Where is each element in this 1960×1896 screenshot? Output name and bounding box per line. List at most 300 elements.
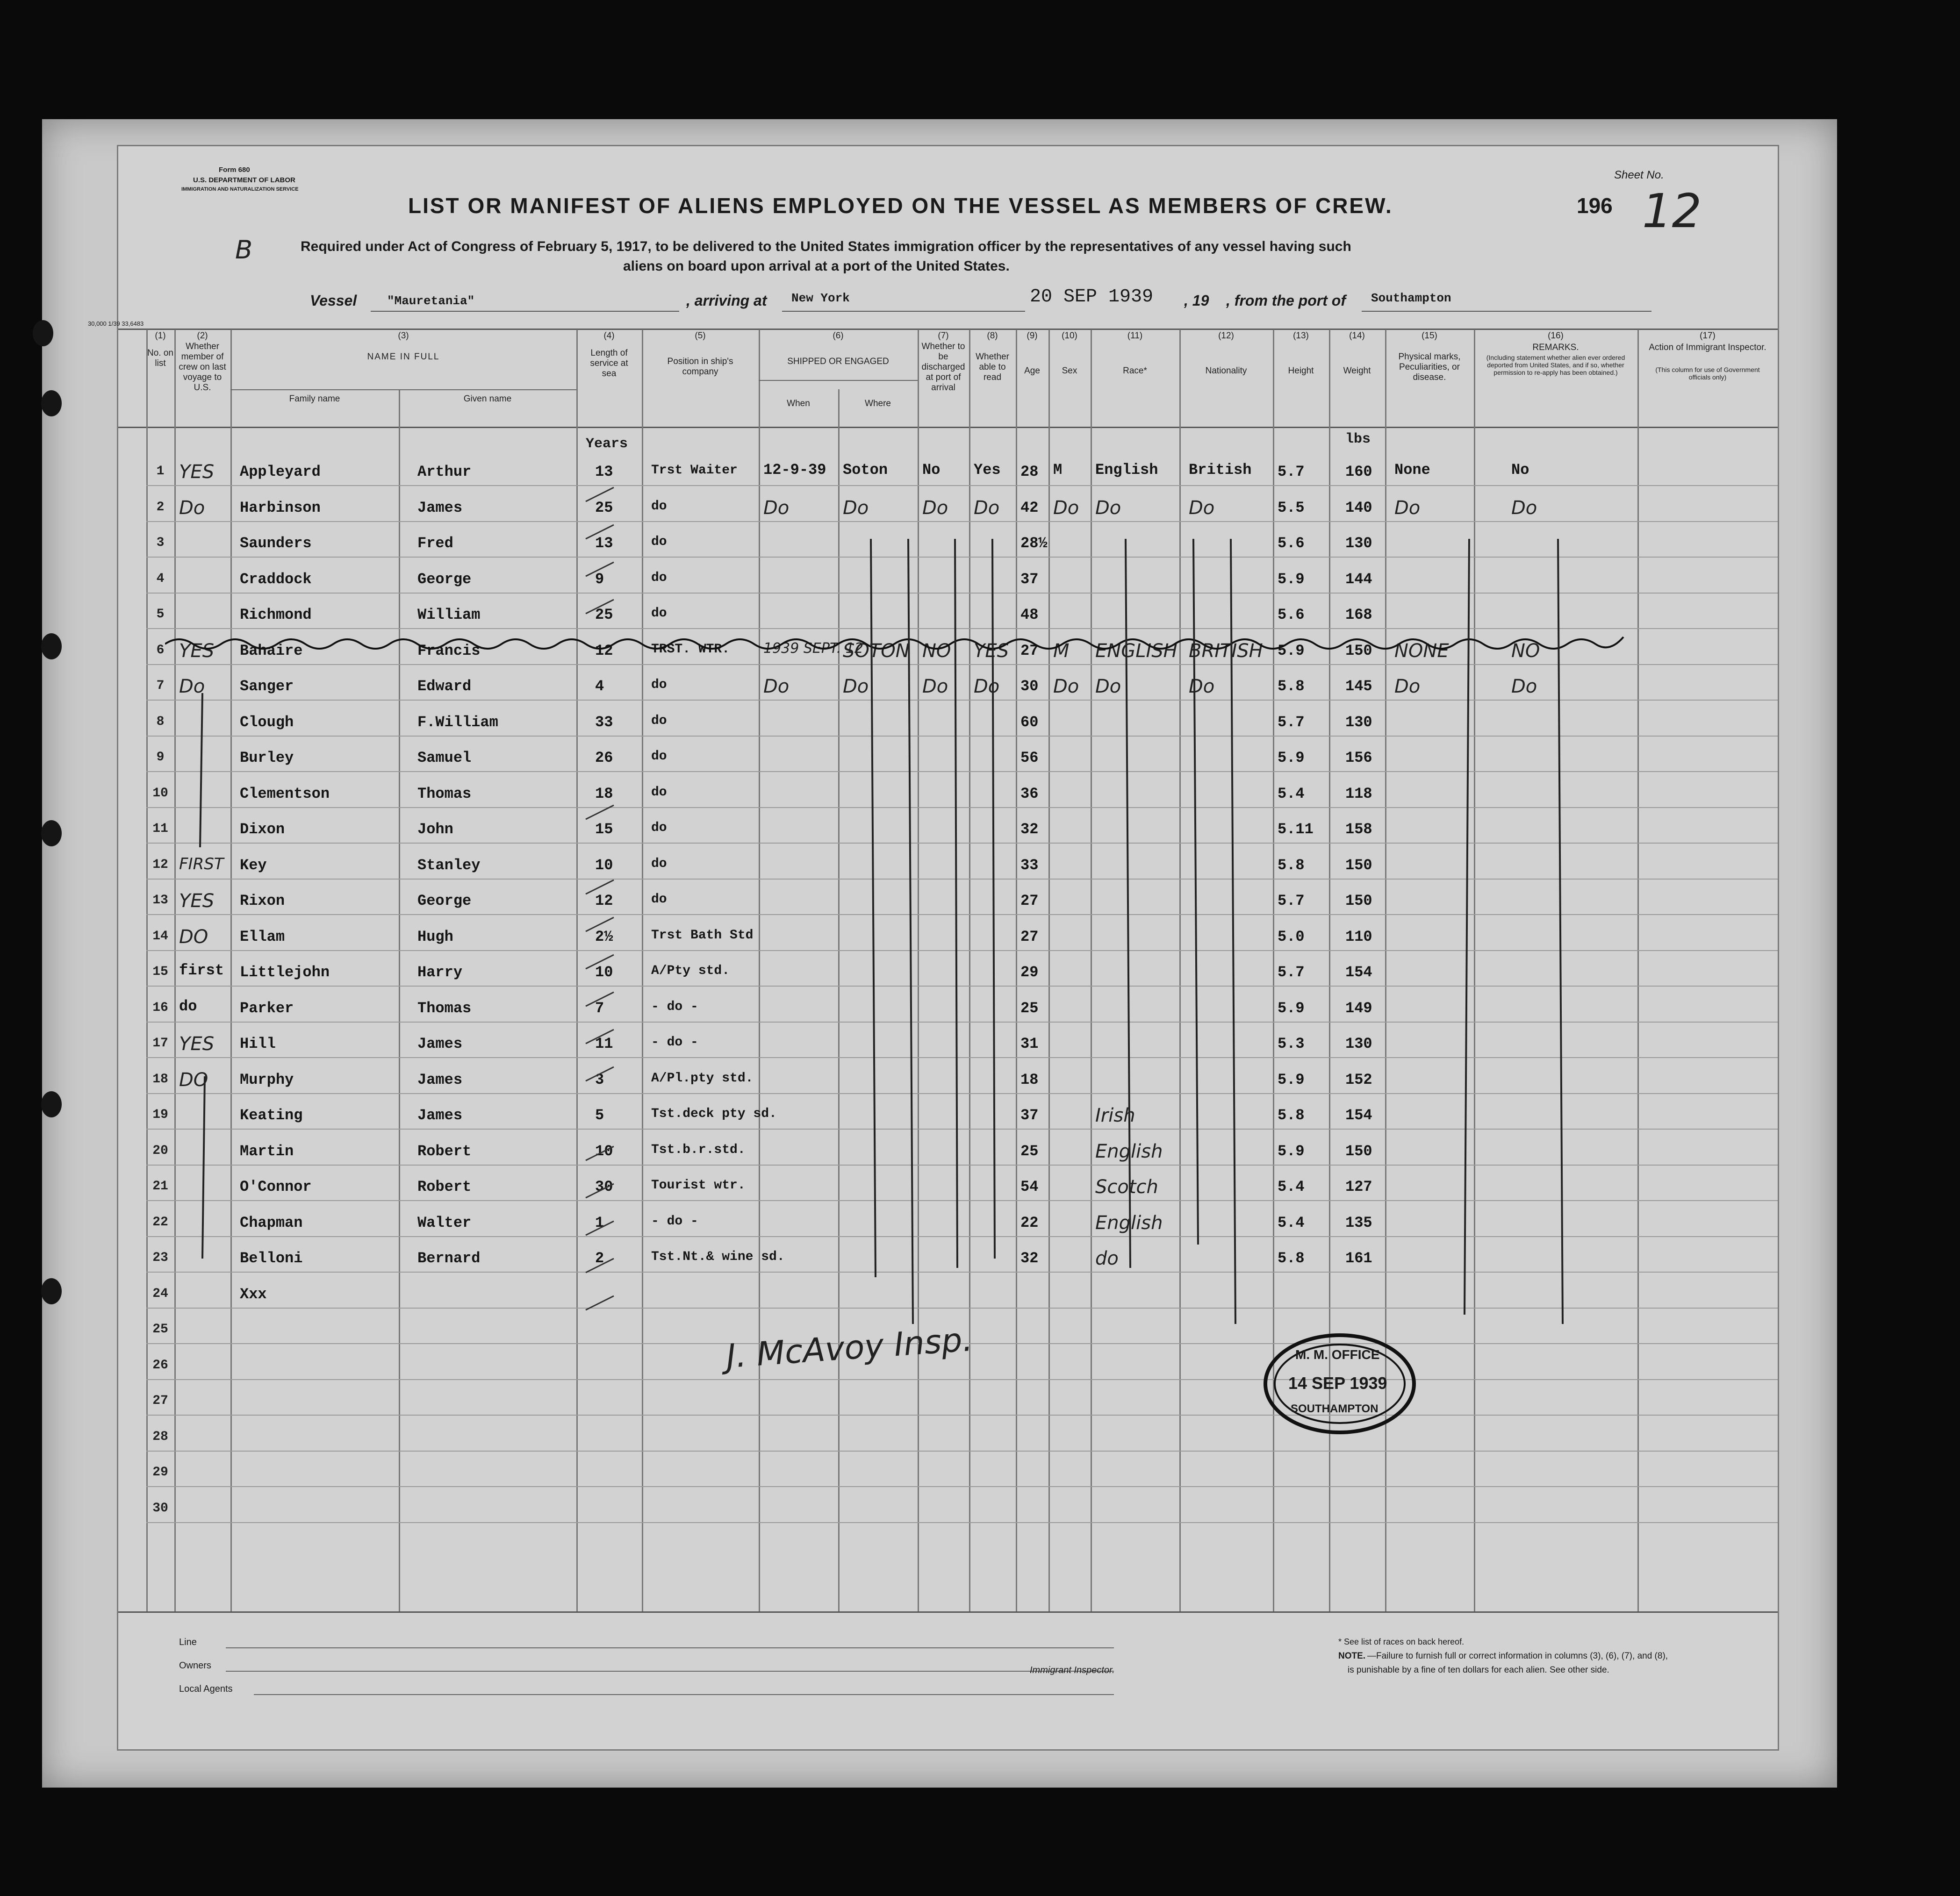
row-number: 17 (152, 1036, 168, 1051)
cell-height: 5.4 (1278, 1214, 1305, 1231)
cell-service: 26 (595, 749, 613, 766)
col6-num: (6) (833, 331, 844, 341)
cell-height: 5.9 (1278, 1142, 1305, 1160)
form-subtitle-1: Required under Act of Congress of February 5, 1917, to be delivered to the United States immigration officer by the representatives of any vessel having such (301, 239, 1351, 254)
row-number: 12 (152, 857, 168, 872)
footer-agents: Local Agents (179, 1684, 233, 1694)
cell-given: Hugh (417, 928, 453, 945)
cell-family: Keating (240, 1107, 303, 1124)
row-number: 13 (152, 893, 168, 908)
col16-num: (16) (1548, 331, 1564, 341)
cell-crew: first (179, 962, 224, 979)
row-number: 30 (152, 1501, 168, 1516)
cell-race: ENGLISH (1095, 640, 1177, 662)
row-number: 24 (152, 1286, 168, 1301)
col4-num: (4) (603, 331, 615, 341)
cell-service: 10 (595, 964, 613, 981)
cell-height: 5.4 (1278, 1178, 1305, 1195)
col6-where: Where (865, 399, 891, 408)
cell-family: Littlejohn (240, 964, 330, 981)
cell-race: Do (1095, 676, 1121, 697)
cell-given: James (417, 1107, 463, 1124)
col17-num: (17) (1700, 331, 1716, 341)
col9-num: (9) (1027, 331, 1038, 341)
margin-mark-12: 12 (1642, 184, 1702, 238)
col12-num: (12) (1218, 331, 1234, 341)
col7-label: Whether to be discharged at port of arrival (921, 342, 965, 393)
col4-label: Length of service at sea (590, 348, 628, 379)
cell-given: Thomas (417, 999, 472, 1017)
cell-service: 7 (595, 999, 604, 1017)
cell-remarks: NO (1511, 640, 1540, 662)
cell-height: 5.0 (1278, 928, 1305, 945)
cell-height: 5.8 (1278, 1107, 1305, 1124)
cell-position: do (651, 570, 667, 585)
cell-where: Do (843, 497, 869, 519)
row-number: 25 (152, 1322, 168, 1337)
cell-weight: 127 (1345, 1178, 1372, 1195)
cell-age: 27 (1020, 642, 1039, 659)
cell-weight: 140 (1345, 499, 1372, 516)
cell-height: 5.11 (1278, 821, 1314, 838)
col6-when: When (787, 399, 810, 408)
binder-hole (33, 320, 53, 346)
cell-service: 18 (595, 785, 613, 802)
print-code: 30,000 1/39 33,6483 (88, 320, 144, 327)
cell-race: English (1095, 461, 1158, 479)
cell-given: John (417, 821, 453, 838)
row-number: 27 (152, 1394, 168, 1408)
years-unit: Years (586, 436, 628, 452)
row-number: 11 (152, 822, 168, 836)
col5-label: Position in ship's company (667, 357, 733, 377)
cell-height: 5.7 (1278, 892, 1305, 909)
cell-position: do (651, 535, 667, 549)
cell-race: Do (1095, 497, 1121, 519)
cell-height: 5.8 (1278, 678, 1305, 695)
cell-height: 5.4 (1278, 785, 1305, 802)
binder-hole (41, 633, 62, 659)
cell-weight: 135 (1345, 1214, 1372, 1231)
cell-age: 60 (1020, 713, 1039, 731)
col3-family: Family name (289, 394, 340, 404)
cell-service: 4 (595, 678, 604, 695)
manifest-sheet (42, 119, 1837, 1788)
cell-position: do (651, 606, 667, 621)
cell-weight: 130 (1345, 1035, 1372, 1052)
cell-crew: YES (179, 640, 215, 662)
cell-family: Clough (240, 713, 294, 731)
col10-num: (10) (1062, 331, 1077, 341)
cell-sex: Do (1053, 676, 1079, 697)
year-suffix: , 19 (1184, 292, 1209, 309)
cell-given: Thomas (417, 785, 472, 802)
cell-discharged: NO (922, 640, 951, 662)
cell-age: 37 (1020, 570, 1039, 588)
cell-position: - do - (651, 999, 698, 1014)
cell-given: Bernard (417, 1250, 481, 1267)
col16-label: REMARKS. (1532, 343, 1579, 352)
vessel-label: Vessel (310, 292, 357, 309)
col17-sub: (This column for use of Government officials only) (1655, 366, 1760, 381)
cell-given: James (417, 499, 463, 516)
cell-service: 30 (595, 1178, 613, 1195)
cell-given: James (417, 1035, 463, 1052)
col2-label: Whether member of crew on last voyage to U.S. (179, 342, 226, 393)
cell-given: Edward (417, 678, 472, 695)
cell-sex: M (1053, 640, 1070, 662)
cell-position: do (651, 785, 667, 800)
row-number: 20 (152, 1143, 168, 1158)
cell-given: Walter (417, 1214, 472, 1231)
cell-age: 36 (1020, 785, 1039, 802)
cell-nationality: Do (1189, 497, 1215, 519)
sheet-number-label: Sheet No. (1614, 169, 1664, 181)
cell-position: Tourist wtr. (651, 1178, 746, 1193)
cell-crew: Do (179, 497, 205, 519)
binder-hole (41, 390, 62, 416)
cell-age: 22 (1020, 1214, 1039, 1231)
cell-given: Francis (417, 642, 481, 659)
cell-weight: 130 (1345, 713, 1372, 731)
cell-race: do (1095, 1248, 1119, 1269)
stamp-date: 14 SEP 1939 (1288, 1374, 1387, 1393)
cell-height: 5.6 (1278, 535, 1305, 552)
cell-where: Soton (843, 461, 888, 479)
form-number: Form 680 (219, 166, 250, 174)
cell-family: O'Connor (240, 1178, 312, 1195)
cell-weight: 145 (1345, 678, 1372, 695)
col1-label: No. on list (147, 348, 173, 368)
cell-family: Xxx (240, 1285, 267, 1303)
row-number: 16 (152, 1000, 168, 1015)
cell-age: 42 (1020, 499, 1039, 516)
cell-service: 13 (595, 535, 613, 552)
cell-crew: Do (179, 676, 205, 697)
col3-label: NAME IN FULL (367, 352, 440, 362)
cell-weight: 150 (1345, 892, 1372, 909)
cell-crew: DO (179, 926, 208, 948)
cell-height: 5.9 (1278, 642, 1305, 659)
cell-where: Do (843, 676, 869, 697)
cell-position: do (651, 821, 667, 835)
cell-service: 3 (595, 1071, 604, 1088)
cell-height: 5.6 (1278, 606, 1305, 623)
cell-age: 30 (1020, 678, 1039, 695)
cell-position: do (651, 892, 667, 907)
cell-nationality: British (1189, 461, 1252, 479)
col15-num: (15) (1422, 331, 1437, 341)
cell-given: Stanley (417, 856, 481, 874)
col3-num: (3) (398, 331, 409, 341)
cell-weight: 110 (1345, 928, 1372, 945)
cell-given: Fred (417, 535, 453, 552)
cell-given: George (417, 892, 472, 909)
footer-note-2: is punishable by a fine of ten dollars for each alien. See other side. (1348, 1665, 1609, 1675)
cell-weight: 149 (1345, 999, 1372, 1017)
cell-weight: 168 (1345, 606, 1372, 623)
cell-height: 5.9 (1278, 1071, 1305, 1088)
cell-height: 5.7 (1278, 463, 1305, 480)
cell-age: 48 (1020, 606, 1039, 623)
row-number: 18 (152, 1072, 168, 1087)
lbs-unit: lbs (1345, 431, 1371, 447)
vessel-name: "Mauretania" (387, 294, 475, 308)
cell-service: 10 (595, 856, 613, 874)
col14-label: Weight (1343, 366, 1371, 376)
row-number: 19 (152, 1108, 168, 1122)
cell-race: English (1095, 1212, 1163, 1234)
stamp-top: M. M. OFFICE (1295, 1347, 1380, 1362)
cell-height: 5.8 (1278, 856, 1305, 874)
cell-age: 28½ (1020, 535, 1048, 552)
col1-num: (1) (155, 331, 166, 341)
cell-weight: 150 (1345, 1142, 1372, 1160)
cell-service: 25 (595, 499, 613, 516)
cell-age: 37 (1020, 1107, 1039, 1124)
cell-weight: 161 (1345, 1250, 1372, 1267)
cell-marks: Do (1394, 676, 1421, 697)
cell-service: 5 (595, 1107, 604, 1124)
cell-height: 5.3 (1278, 1035, 1305, 1052)
binder-hole (41, 820, 62, 846)
cell-weight: 160 (1345, 463, 1372, 480)
cell-race: Scotch (1095, 1176, 1158, 1198)
cell-family: Murphy (240, 1071, 294, 1088)
cell-given: James (417, 1071, 463, 1088)
col11-num: (11) (1127, 331, 1143, 341)
cell-given: Robert (417, 1142, 472, 1160)
col9-label: Age (1024, 366, 1040, 376)
cell-family: Burley (240, 749, 294, 766)
cell-marks: None (1394, 461, 1430, 479)
cell-remarks: No (1511, 461, 1529, 479)
col7-num: (7) (938, 331, 949, 341)
cell-given: Harry (417, 964, 463, 981)
cell-discharged: Do (922, 676, 948, 697)
cell-family: Parker (240, 999, 294, 1017)
col17-label: Action of Immigrant Inspector. (1649, 343, 1766, 352)
cell-position: - do - (651, 1214, 698, 1229)
footer-note-1: —Failure to furnish full or correct information in columns (3), (6), (7), and (8), (1367, 1651, 1668, 1661)
cell-position: do (651, 499, 667, 514)
footer-line: Line (179, 1637, 197, 1647)
cell-position: Tst.deck pty sd. (651, 1107, 777, 1121)
cell-height: 5.9 (1278, 570, 1305, 588)
col6-label: SHIPPED OR ENGAGED (787, 357, 889, 366)
cell-weight: 154 (1345, 964, 1372, 981)
cell-crew: YES (179, 1033, 215, 1055)
cell-crew: do (179, 997, 197, 1015)
row-number: 22 (152, 1215, 168, 1230)
cell-given: William (417, 606, 481, 623)
col15-label: Physical marks, Peculiarities, or disease. (1398, 352, 1461, 382)
cell-height: 5.8 (1278, 1250, 1305, 1267)
cell-when: 1939 SEPT. 12 (763, 640, 863, 657)
col16-sub: (Including statement whether alien ever ordered deported from United States, and if so, whether permission to re-apply has been obtained.) (1486, 354, 1625, 376)
cell-position: Trst Bath Std (651, 928, 754, 943)
col5-num: (5) (695, 331, 706, 341)
col10-label: Sex (1062, 366, 1077, 376)
cell-family: Key (240, 856, 267, 874)
arrival-date-stamp: 20 SEP 1939 (1030, 286, 1154, 308)
cell-service: 1 (595, 1214, 604, 1231)
cell-weight: 144 (1345, 570, 1372, 588)
cell-position: do (651, 713, 667, 728)
cell-crew: YES (179, 890, 215, 912)
col8-label: Whether able to read (976, 352, 1009, 382)
department: U.S. DEPARTMENT OF LABOR (193, 176, 295, 184)
col2-num: (2) (197, 331, 208, 341)
row-number: 28 (152, 1429, 168, 1444)
binder-hole (41, 1091, 62, 1117)
arriving-label: , arriving at (686, 292, 767, 309)
stamp-bottom: SOUTHAMPTON (1291, 1402, 1378, 1415)
cell-age: 28 (1020, 463, 1039, 480)
cell-position: Trst Waiter (651, 463, 738, 478)
cell-height: 5.9 (1278, 999, 1305, 1017)
cell-race: English (1095, 1140, 1163, 1162)
cell-family: Dixon (240, 821, 285, 838)
cell-service: 10 (595, 1142, 613, 1160)
cell-read: Do (974, 676, 1000, 697)
col13-label: Height (1288, 366, 1314, 376)
row-number: 14 (152, 929, 168, 944)
cell-service: 9 (595, 570, 604, 588)
from-port: Southampton (1371, 291, 1451, 305)
cell-weight: 118 (1345, 785, 1372, 802)
cell-marks: Do (1394, 497, 1421, 519)
cell-family: Clementson (240, 785, 330, 802)
cell-age: 27 (1020, 928, 1039, 945)
cell-family: Harbinson (240, 499, 321, 516)
cell-remarks: Do (1511, 676, 1537, 697)
cell-marks: NONE (1394, 640, 1449, 662)
cell-family: Ellam (240, 928, 285, 945)
col8-num: (8) (987, 331, 998, 341)
row-number: 4 (156, 571, 165, 586)
cell-service: 2 (595, 1250, 604, 1267)
form-title: LIST OR MANIFEST OF ALIENS EMPLOYED ON THE VESSEL AS MEMBERS OF CREW. (408, 193, 1393, 218)
row-number: 23 (152, 1251, 168, 1265)
cell-when: Do (763, 676, 790, 697)
col3-given: Given name (463, 394, 512, 404)
cell-age: 31 (1020, 1035, 1039, 1052)
cell-given: Samuel (417, 749, 472, 766)
cell-given: F.William (417, 713, 498, 731)
cell-given: Arthur (417, 463, 472, 480)
row-number: 8 (156, 714, 165, 729)
cell-family: Sanger (240, 678, 294, 695)
binder-hole (41, 1278, 62, 1304)
cell-position: do (651, 749, 667, 764)
cell-age: 56 (1020, 749, 1039, 766)
footer-note-races: * See list of races on back hereof. (1338, 1637, 1465, 1646)
cell-height: 5.9 (1278, 749, 1305, 766)
cell-crew: DO (179, 1069, 208, 1091)
row-number: 29 (152, 1465, 168, 1480)
row-number: 3 (156, 536, 165, 550)
col13-num: (13) (1293, 331, 1309, 341)
cell-crew: FIRST (179, 854, 224, 873)
col14-num: (14) (1349, 331, 1365, 341)
cell-crew: YES (179, 461, 215, 483)
service: IMMIGRATION AND NATURALIZATION SERVICE (181, 186, 299, 192)
row-number: 26 (152, 1358, 168, 1373)
inspector-signature: J. McAvoy Insp. (725, 1320, 974, 1376)
cell-position: - do - (651, 1035, 698, 1050)
ditto-marks (118, 146, 1778, 1749)
cell-family: Hill (240, 1035, 276, 1052)
cell-family: Bahaire (240, 642, 303, 659)
footer-inspector: Immigrant Inspector. (1030, 1665, 1115, 1675)
footer-owners: Owners (179, 1660, 211, 1671)
cell-position: TRST. WTR. (651, 642, 730, 657)
cell-weight: 158 (1345, 821, 1372, 838)
cell-family: Richmond (240, 606, 312, 623)
arriving-port: New York (791, 291, 850, 305)
cell-sex: Do (1053, 497, 1079, 519)
cell-service: 13 (595, 463, 613, 480)
row-number: 21 (152, 1179, 168, 1194)
cell-weight: 130 (1345, 535, 1372, 552)
cell-family: Martin (240, 1142, 294, 1160)
cell-when: 12-9-39 (763, 461, 826, 479)
cell-position: A/Pty std. (651, 964, 730, 978)
cell-service: 25 (595, 606, 613, 623)
cell-position: A/Pl.pty std. (651, 1071, 754, 1086)
cell-remarks: Do (1511, 497, 1537, 519)
cell-read: YES (974, 640, 1009, 662)
cell-weight: 152 (1345, 1071, 1372, 1088)
cell-service: 33 (595, 713, 613, 731)
cell-position: do (651, 856, 667, 871)
title-year-prefix: 196 (1577, 193, 1613, 218)
row-number: 6 (156, 643, 165, 658)
cell-height: 5.7 (1278, 964, 1305, 981)
cell-where: SOTON (843, 640, 910, 662)
cell-given: Robert (417, 1178, 472, 1195)
row-number: 5 (156, 607, 165, 622)
row-number: 10 (152, 786, 168, 801)
cell-family: Chapman (240, 1214, 303, 1231)
cell-service: 15 (595, 821, 613, 838)
cell-nationality: BRITISH (1189, 640, 1263, 662)
cell-age: 25 (1020, 999, 1039, 1017)
cell-when: Do (763, 497, 790, 519)
cell-read: Do (974, 497, 1000, 519)
cell-service: 2½ (595, 928, 613, 945)
cell-service: 12 (595, 892, 613, 909)
cell-age: 32 (1020, 821, 1039, 838)
cell-age: 33 (1020, 856, 1039, 874)
cell-age: 25 (1020, 1142, 1039, 1160)
cell-discharged: No (922, 461, 941, 479)
cell-height: 5.7 (1278, 713, 1305, 731)
from-port-label: , from the port of (1226, 292, 1346, 309)
row-number: 9 (156, 750, 165, 765)
cell-position: do (651, 678, 667, 692)
row-number: 7 (156, 679, 165, 693)
form-body (88, 145, 1779, 1751)
cell-sex: M (1053, 461, 1063, 479)
cell-height: 5.5 (1278, 499, 1305, 516)
cell-service: 12 (595, 642, 613, 659)
row-number: 2 (156, 500, 165, 515)
form-subtitle-2: aliens on board upon arrival at a port of the United States. (623, 258, 1010, 274)
cell-nationality: Do (1189, 676, 1215, 697)
cell-age: 18 (1020, 1071, 1039, 1088)
